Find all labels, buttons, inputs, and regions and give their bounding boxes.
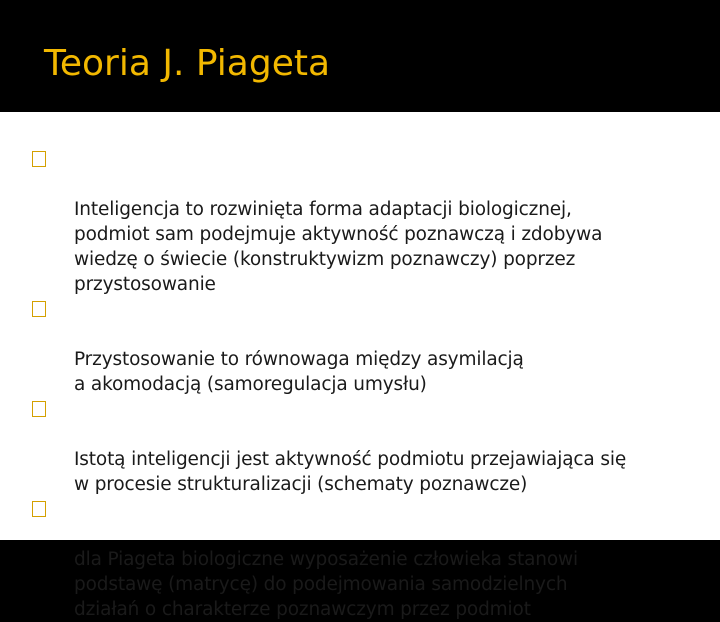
bullet-box-icon [32,301,46,317]
title-bar [0,0,720,112]
bullet-text: Przystosowanie to równowaga między asymilacją a akomodacją (samoregulacja umysłu) [74,349,524,395]
bullet-item [32,147,692,297]
bullet-item [32,397,692,497]
bullet-box-icon [32,501,46,517]
bullet-box-icon [32,151,46,167]
bullet-box-icon [32,401,46,417]
bullet-list [32,147,692,622]
bullet-text: Inteligencja to rozwinięta forma adaptacji biologicznej, podmiot sam podejmuje aktywność poznawczą i zdobywa wiedzę o świecie (konstruktywizm poznawczy) poprzez przystosowanie [74,199,603,295]
slide-title: Teoria J. Piageta [44,43,331,84]
bullet-item [32,297,692,397]
bullet-text: dla Piageta biologiczne wyposażenie człowieka stanowi podstawę (matrycę) do podejmowania samodzielnych działań o charakterze poznawczym przez podmiot [74,549,578,620]
slide-content [0,112,720,620]
bullet-text: Istotą inteligencji jest aktywność podmiotu przejawiająca się w procesie strukturalizacji (schematy poznawcze) [74,449,627,495]
bullet-item [32,497,692,622]
